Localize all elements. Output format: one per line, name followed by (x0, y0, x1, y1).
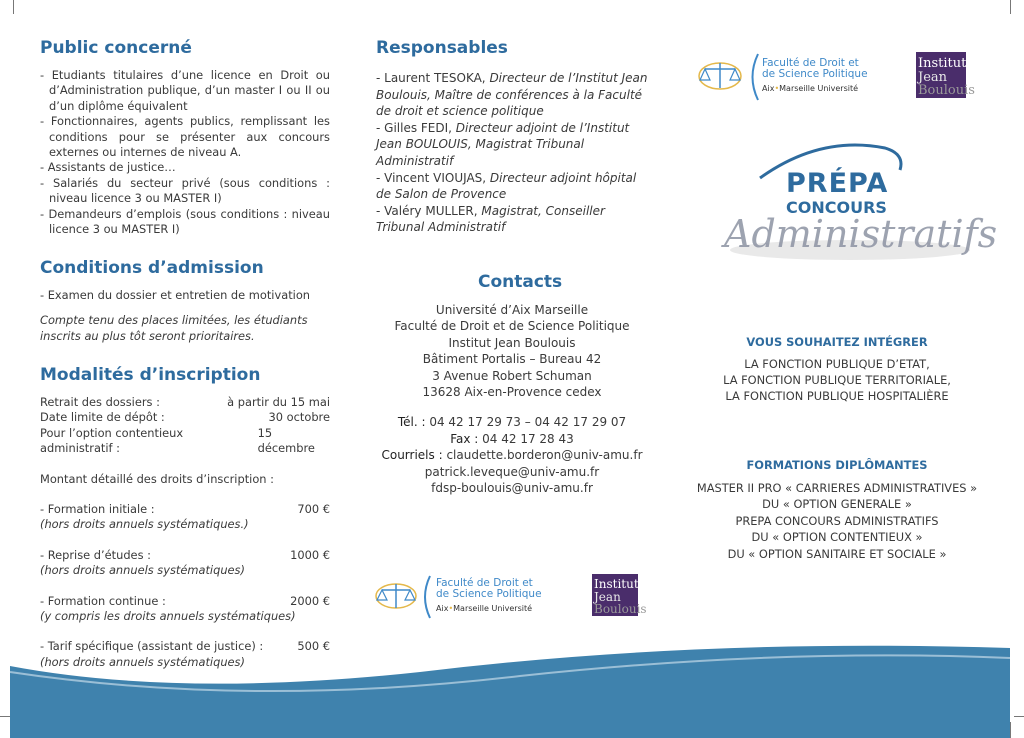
email-line[interactable]: Courriels : claudette.borderon@univ-amu.fr (381, 448, 643, 463)
formation-line: MASTER II PRO « CARRIERES ADMINISTRATIVES » (696, 480, 978, 495)
crop-mark (13, 0, 14, 14)
public-list (40, 68, 330, 237)
contacts-block (362, 302, 662, 496)
conditions-heading: Conditions d’admission (40, 258, 264, 278)
person-item: - Valéry MULLER, Magistrat, Conseiller Tribunal Administratif (376, 203, 605, 235)
fee-item: - Reprise d’études : 1000 € (hors droits annuels systématiques) (40, 547, 330, 578)
address-line: Université d’Aix Marseille (435, 303, 589, 317)
person-item: - Laurent TESOKA, Directeur de l’Institut Jean Boulouis, Maître de conférences à la Faculté de droit et science politique (376, 71, 648, 119)
fac-name: Faculté de Droit et de Science Politique Aix•Marseille Université (436, 577, 542, 613)
address-line: Institut Jean Boulouis (448, 335, 576, 350)
address-line: 3 Avenue Robert Schuman (432, 368, 592, 383)
integrer-line: LA FONCTION PUBLIQUE D’ETAT, (744, 357, 930, 371)
list-item: - Assistants de justice… (40, 160, 176, 175)
fee-item: - Tarif spécifique (assistant de justice) : 500 € (hors droits annuels systématiques) (40, 639, 330, 669)
email-line[interactable]: fdsp-boulouis@univ-amu.fr (431, 481, 593, 496)
fee-item: - Formation continue : 2000 € (y compris les droits annuels systématiques) (40, 593, 330, 624)
date-row: Date limite de dépôt : 30 octobre (40, 410, 330, 425)
address-line: Bâtiment Portalis – Bureau 42 (422, 352, 602, 367)
address-line: Faculté de Droit et de Science Politique (394, 319, 630, 334)
formation-line: DU « OPTION SANITAIRE ET SOCIALE » (727, 546, 947, 561)
list-item: - Demandeurs d’emplois (sous conditions : niveau licence 3 ou MASTER I) (40, 206, 330, 237)
integrer-block (676, 334, 998, 404)
fax-line: Fax : 04 42 17 28 43 (450, 431, 574, 446)
list-item: - Salariés du secteur privé (sous conditions : niveau licence 3 ou MASTER I) (40, 175, 330, 206)
email-line[interactable]: patrick.leveque@univ-amu.fr (424, 464, 600, 479)
date-row: Pour l’option contentieux administratif : 15 décembre (40, 425, 315, 456)
formation-line: PREPA CONCOURS ADMINISTRATIFS (735, 513, 939, 528)
conditions-note: Compte tenu des places limitées, les étudiants inscrits au plus tôt seront prioritaires. (40, 313, 308, 343)
scales-icon (696, 52, 762, 102)
conditions-block (40, 288, 330, 344)
prepa-brand (700, 130, 1000, 280)
bottom-wave (0, 628, 1024, 738)
public-heading: Public concerné (40, 38, 192, 58)
responsables-list (376, 70, 648, 236)
formations-heading: FORMATIONS DIPLÔMANTES (746, 458, 928, 472)
modalites-heading: Modalités d’inscription (40, 365, 261, 385)
integrer-line: LA FONCTION PUBLIQUE HOSPITALIÈRE (725, 389, 949, 403)
scales-icon (372, 574, 432, 620)
fac-logo-top (696, 52, 868, 106)
fac-name: Faculté de Droit et de Science Politique Aix•Marseille Université (762, 57, 868, 93)
responsables-heading: Responsables (376, 38, 508, 58)
contacts-heading: Contacts (478, 272, 563, 292)
address-line: 13628 Aix-en-Provence cedex (422, 385, 602, 400)
fee-item: - Formation initiale : 700 € (hors droits annuels systématiques.) (40, 502, 330, 532)
integrer-line: LA FONCTION PUBLIQUE TERRITORIALE, (723, 373, 951, 387)
person-item: - Gilles FEDI, Directeur adjoint de l’Institut Jean BOULOUIS, Magistrat Tribunal Administratif (376, 120, 630, 168)
formations-block (676, 457, 998, 563)
formation-line: DU « OPTION CONTENTIEUX » (751, 530, 923, 545)
list-item: - Fonctionnaires, agents publics, remplissant les conditions pour se présenter aux concours externes ou internes de niveau A. (40, 114, 330, 160)
fac-logo-bottom (372, 574, 542, 624)
prepa-title: PRÉPA (786, 168, 889, 199)
montant-label: Montant détaillé des droits d’inscription : (40, 471, 274, 486)
institut-logo-bottom: Institut Jean Boulouis (592, 574, 654, 616)
list-item: - Etudiants titulaires d’une licence en Droit ou d’Administration publique, d’un master I ou II ou d’un diplôme équivalent (40, 68, 330, 113)
date-row: Retrait des dossiers : à partir du 15 mai (40, 395, 330, 409)
conditions-item: - Examen du dossier et entretien de motivation (40, 288, 311, 302)
tel-line: Tél. : 04 42 17 29 73 – 04 42 17 29 07 (397, 415, 627, 430)
admin-script: Administratifs (724, 212, 998, 256)
concours-title: CONCOURS (786, 198, 887, 217)
institut-logo-top: Institut Jean Boulouis (916, 52, 978, 98)
formation-line: DU « OPTION GENERALE » (762, 497, 912, 512)
integrer-heading: VOUS SOUHAITEZ INTÉGRER (746, 335, 928, 349)
crop-mark (1010, 0, 1011, 14)
person-item: - Vincent VIOUJAS, Directeur adjoint hôpital de Salon de Provence (376, 170, 637, 202)
